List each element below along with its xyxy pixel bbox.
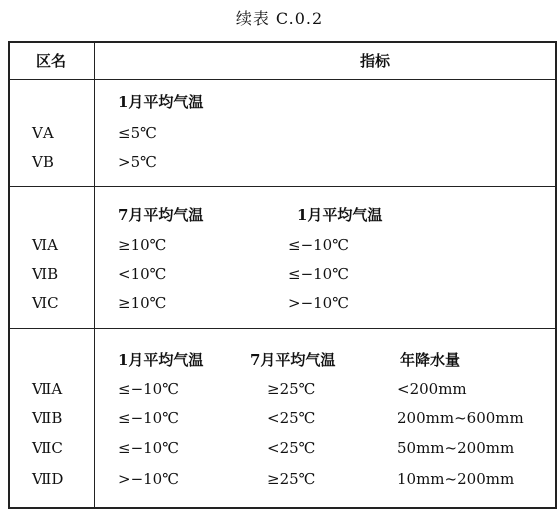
indicator-value: <200mm: [397, 380, 467, 398]
zone-name: ⅥC: [32, 294, 59, 312]
indicator-value: >−10℃: [288, 294, 350, 312]
indicator-value: >−10℃: [118, 470, 180, 488]
indicator-value: ≤−10℃: [118, 409, 180, 427]
condition-label: 7月平均气温: [118, 206, 204, 224]
zone-name: ⅦA: [32, 380, 63, 398]
indicator-value: ≥25℃: [267, 470, 316, 488]
zone-name: ⅥA: [32, 236, 58, 254]
indicator-value: ≤−10℃: [118, 439, 180, 457]
condition-label: 1月平均气温: [118, 351, 204, 369]
zone-name: ⅤA: [32, 124, 54, 142]
column-divider: [94, 43, 95, 507]
zone-name: ⅤB: [32, 153, 54, 171]
condition-label: 1月平均气温: [118, 93, 204, 111]
indicator-value: >5℃: [118, 153, 157, 171]
indicator-value: ≤−10℃: [288, 236, 350, 254]
indicator-value: ≤−10℃: [118, 380, 180, 398]
indicator-value: ≥25℃: [267, 380, 316, 398]
indicator-value: 50mm~200mm: [397, 439, 515, 457]
condition-label: 年降水量: [400, 351, 461, 369]
group-divider: [10, 186, 555, 187]
condition-label: 7月平均气温: [250, 351, 336, 369]
indicator-value: <25℃: [267, 439, 316, 457]
indicator-value: ≥10℃: [118, 236, 167, 254]
indicator-value: ≤−10℃: [288, 265, 350, 283]
indicator-value: <25℃: [267, 409, 316, 427]
indicator-value: 10mm~200mm: [397, 470, 515, 488]
group-divider: [10, 328, 555, 329]
zone-name: ⅦB: [32, 409, 63, 427]
zone-name: ⅦD: [32, 470, 64, 488]
header-zone-name: 区名: [36, 52, 67, 70]
table-title: 续表 C.0.2: [235, 9, 324, 28]
condition-label: 1月平均气温: [297, 206, 383, 224]
zone-name: ⅥB: [32, 265, 59, 283]
climate-zone-table: [8, 41, 557, 509]
indicator-value: ≤5℃: [118, 124, 157, 142]
header-indicator: 指标: [360, 52, 391, 70]
zone-name: ⅦC: [32, 439, 63, 457]
indicator-value: <10℃: [118, 265, 167, 283]
indicator-value: ≥10℃: [118, 294, 167, 312]
indicator-value: 200mm~600mm: [397, 409, 524, 427]
header-divider: [10, 79, 555, 80]
